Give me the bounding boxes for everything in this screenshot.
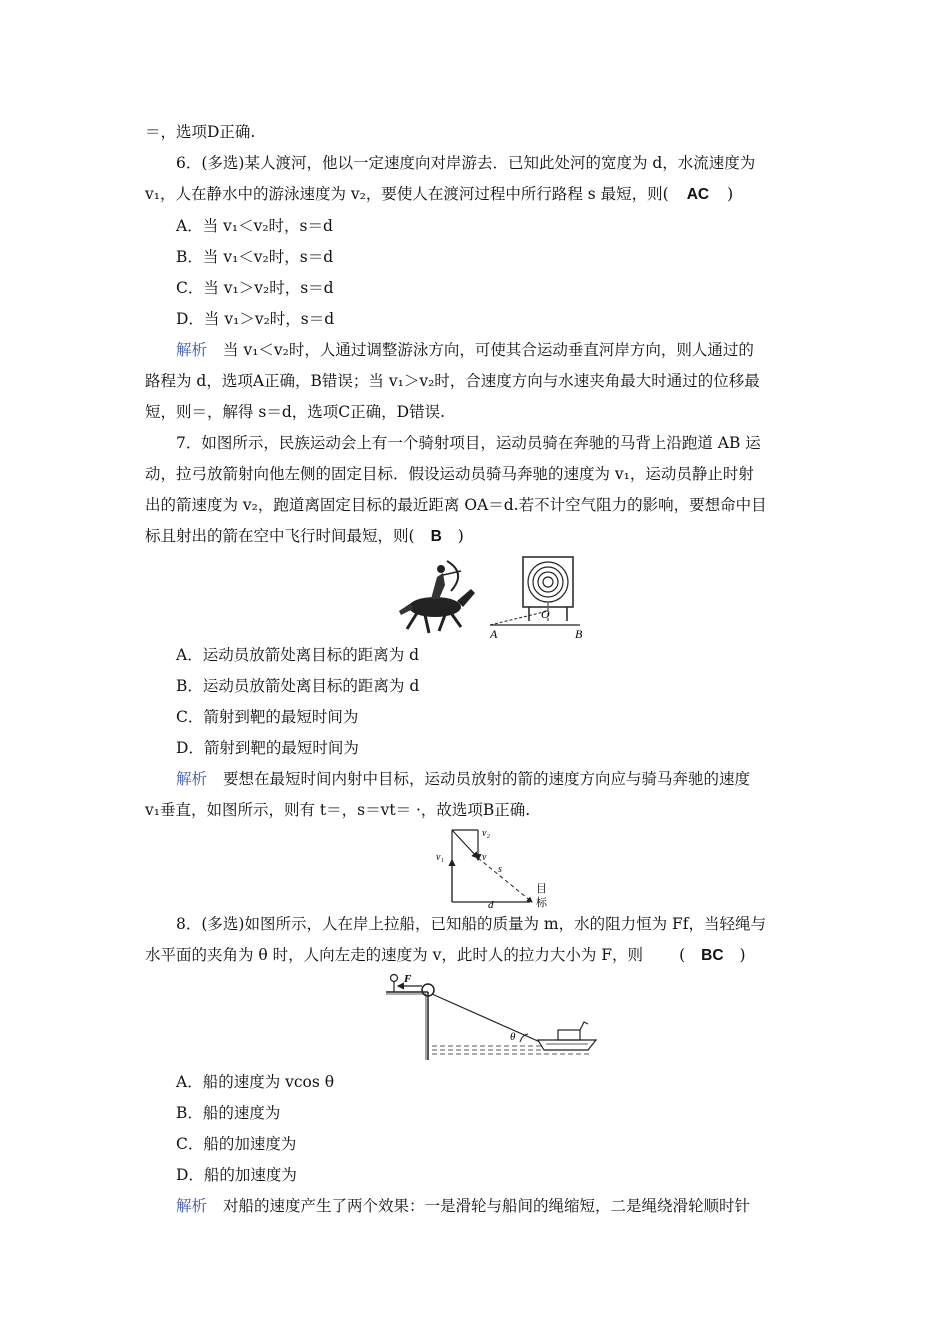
question-7-stem: 7．如图所示，民族运动会上有一个骑射项目，运动员骑在奔驰的马背上沿跑道 AB 运 xyxy=(176,434,761,452)
v-vector xyxy=(452,830,478,858)
solution-label: 解析 xyxy=(176,1197,208,1215)
label-target-1: 目 xyxy=(536,883,547,895)
option-7C: C．箭射到靶的最短时间为 xyxy=(176,708,359,726)
solution-label: 解析 xyxy=(176,770,208,788)
bank xyxy=(386,992,428,1060)
label-theta: θ xyxy=(510,1031,516,1043)
option-8D: D．船的加速度为 xyxy=(176,1166,297,1184)
option-7D: D．箭射到靶的最短时间为 xyxy=(176,739,359,757)
label-v2: v₂ xyxy=(482,828,490,839)
s-path xyxy=(478,858,532,902)
solution-6-line3: 短，则＝，解得 s＝d，选项C正确，D错误. xyxy=(145,403,446,421)
label-B: B xyxy=(575,627,583,641)
label-O: O xyxy=(541,607,550,621)
solution-7-line2: v₁垂直，如图所示，则有 t＝，s＝vt＝ ·，故选项B正确. xyxy=(145,801,531,819)
question-6-stem-cont: v₁，人在静水中的游泳速度为 v₂，要使人在渡河过程中所行路程 s 最短，则( AC ) xyxy=(145,185,734,203)
question-8-answer: BC xyxy=(701,947,724,964)
boat xyxy=(538,1022,596,1050)
question-7-answer: B xyxy=(430,528,442,545)
label-v1: v₁ xyxy=(436,852,444,863)
solution-7-line1: 解析 要想在最短时间内射中目标，运动员放射的箭的速度方向应与骑马奔驰的速度 xyxy=(176,770,751,788)
solution-6-line1: 解析 当 v₁＜v₂时，人通过调整游泳方向，可使其合运动垂直河岸方向，则人通过的 xyxy=(176,341,754,359)
question-7-stem-cont: 动，拉弓放箭射向他左侧的固定目标．假设运动员骑马奔驰的速度为 v₁，运动员静止时射 xyxy=(145,465,754,483)
option-6D: D．当 v₁＞v₂时，s＝d xyxy=(176,310,335,328)
option-6A: A．当 v₁＜v₂时，s＝d xyxy=(176,217,333,235)
option-8A: A．船的速度为 vcos θ xyxy=(176,1073,335,1091)
arrow-path-line xyxy=(490,611,548,625)
label-v: v xyxy=(482,852,487,863)
question-8-stem-cont: 水平面的夹角为 θ 时，人向左走的速度为 v，此时人的拉力大小为 F，则 ( BC ) xyxy=(145,946,746,964)
horse-rider-image xyxy=(399,561,475,633)
question-7-stem-cont: 出的箭速度为 v₂，跑道离固定目标的最近距离 OA＝d.若不计空气阻力的影响，要想命中目 xyxy=(145,496,767,514)
solution-label: 解析 xyxy=(176,341,208,359)
solution-6-line2: 路程为 d，选项A正确，B错误；当 v₁＞v₂时，合速度方向与水速夹角最大时通过的位移最 xyxy=(145,372,760,390)
option-6B: B．当 v₁＜v₂时，s＝d xyxy=(176,248,334,266)
solution-8-line1: 解析 对船的速度产生了两个效果：一是滑轮与船间的绳缩短，二是绳绕滑轮顺时针 xyxy=(176,1197,751,1215)
horse-archery-figure xyxy=(395,555,595,642)
option-8B: B．船的速度为 xyxy=(176,1104,281,1122)
boat-pulling-figure xyxy=(382,972,602,1064)
rope xyxy=(432,994,540,1042)
question-8-stem: 8．(多选)如图所示，人在岸上拉船，已知船的质量为 m，水的阻力恒为 Ff，当轻绳与 xyxy=(176,915,767,933)
question-7-stem-cont: 标且射出的箭在空中飞行时间最短，则( B ) xyxy=(145,527,464,545)
velocity-diagram xyxy=(432,826,552,910)
question-6-stem: 6．(多选)某人渡河，他以一定速度向对岸游去．已知此处河的宽度为 d，水流速度为 xyxy=(176,154,756,172)
option-7B: B．运动员放箭处离目标的距离为 d xyxy=(176,677,420,695)
label-s: s xyxy=(498,864,502,875)
person xyxy=(391,975,398,993)
option-7A: A．运动员放箭处离目标的距离为 d xyxy=(176,646,420,664)
label-d: d xyxy=(488,899,494,910)
label-F: F xyxy=(404,973,412,985)
option-6C: C．当 v₁＞v₂时，s＝d xyxy=(176,279,334,297)
label-A: A xyxy=(490,627,498,641)
question-6-answer: AC xyxy=(686,186,710,203)
label-target-2: 标 xyxy=(536,897,547,909)
text-line: ＝，选项D正确. xyxy=(145,123,256,141)
option-8C: C．船的加速度为 xyxy=(176,1135,297,1153)
